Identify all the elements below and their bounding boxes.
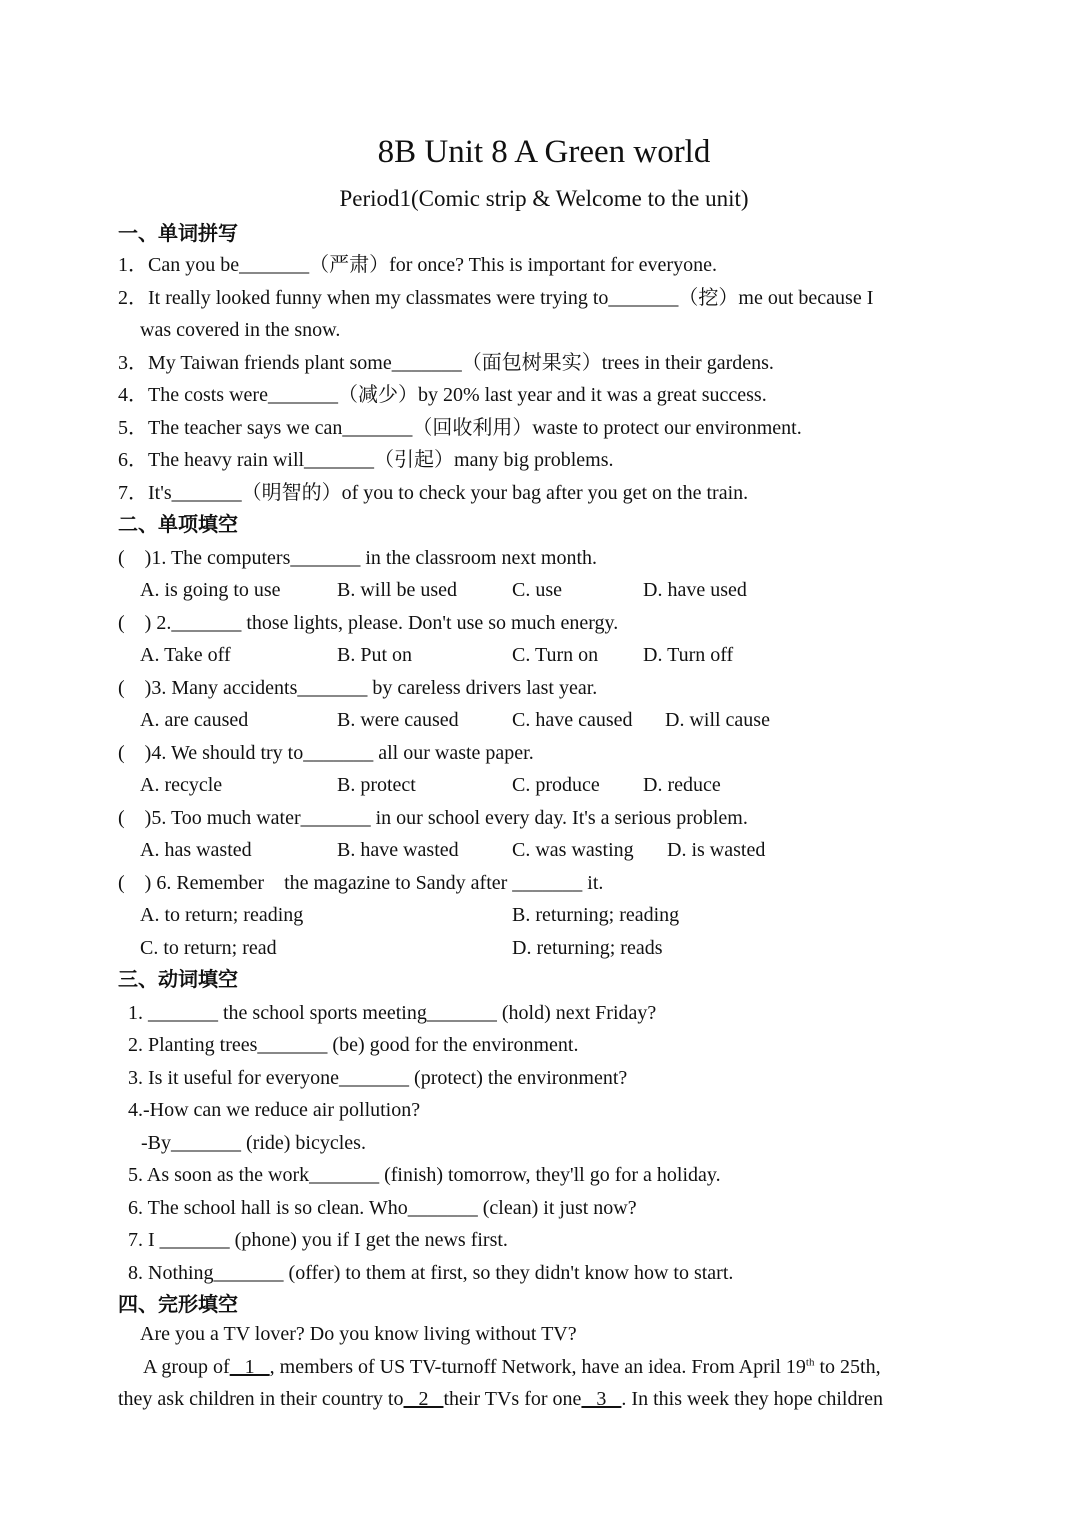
cloze-line: Are you a TV lover? Do you know living without TV? — [140, 1323, 577, 1345]
mc-option: C. Turn on — [512, 644, 599, 666]
mc-option: D. have used — [643, 579, 747, 601]
page-title: 8B Unit 8 A Green world — [377, 134, 711, 170]
section-heading-cloze: 四、完形填空 — [118, 1292, 238, 1316]
mc-option: C. was wasting — [512, 839, 634, 861]
mc-question: ( )4. We should try to_______ all our waste paper. — [118, 742, 534, 764]
mc-option: C. to return; read — [140, 937, 277, 959]
spelling-item: 3．My Taiwan friends plant some_______（面包树果实）trees in their gardens. — [118, 352, 774, 374]
mc-option: B. Put on — [337, 644, 413, 666]
spelling-item-continued: was covered in the snow. — [140, 319, 341, 341]
mc-option: A. is going to use — [140, 579, 281, 601]
mc-option: B. returning; reading — [512, 904, 680, 926]
cloze-blank: 3 — [581, 1388, 622, 1410]
verb-item: 4.-How can we reduce air pollution? — [128, 1099, 421, 1121]
mc-question: ( )5. Too much water_______ in our school every day. It's a serious problem. — [118, 807, 748, 829]
mc-option: B. protect — [337, 774, 416, 796]
mc-option: A. are caused — [140, 709, 249, 731]
section-heading-verb-fill: 三、动词填空 — [118, 967, 238, 991]
verb-item: 1. _______ the school sports meeting_______ (hold) next Friday? — [128, 1002, 657, 1024]
mc-option: A. to return; reading — [140, 904, 304, 926]
cloze-blank: 2 — [403, 1388, 444, 1410]
cloze-line: they ask children in their country to 2 their TVs for one 3 . In this week they hope children — [118, 1388, 884, 1410]
mc-option: A. Take off — [140, 644, 231, 666]
mc-option: A. has wasted — [140, 839, 252, 861]
section-heading-multiple-choice: 二、单项填空 — [118, 512, 238, 536]
cloze-line: A group of 1 , members of US TV-turnoff Network, have an idea. From April 19th to 25th, — [143, 1356, 881, 1378]
section-heading-spelling: 一、单词拼写 — [118, 221, 238, 245]
verb-item: 6. The school hall is so clean. Who_______ (clean) it just now? — [128, 1197, 637, 1219]
mc-question: ( )3. Many accidents_______ by careless drivers last year. — [118, 677, 598, 699]
mc-question: ( ) 6. Remember the magazine to Sandy after _______ it. — [118, 872, 604, 894]
mc-option: B. will be used — [337, 579, 457, 601]
mc-option: D. reduce — [643, 774, 721, 796]
verb-item-answer: -By_______ (ride) bicycles. — [136, 1132, 366, 1154]
mc-question: ( ) 2._______ those lights, please. Don't use so much energy. — [118, 612, 619, 634]
mc-option: C. produce — [512, 774, 600, 796]
mc-option: D. returning; reads — [512, 937, 663, 959]
mc-option: D. will cause — [665, 709, 770, 731]
spelling-item: 1．Can you be_______（严肃）for once? This is important for everyone. — [118, 254, 717, 276]
spelling-item: 6．The heavy rain will_______（引起）many big problems. — [118, 449, 614, 471]
verb-item: 5. As soon as the work_______ (finish) tomorrow, they'll go for a holiday. — [128, 1164, 721, 1186]
mc-option: D. is wasted — [667, 839, 766, 861]
cloze-blank: 1 — [229, 1356, 270, 1378]
page-subtitle: Period1(Comic strip & Welcome to the unit) — [339, 186, 749, 211]
mc-option: B. have wasted — [337, 839, 459, 861]
mc-option: A. recycle — [140, 774, 223, 796]
mc-option: C. have caused — [512, 709, 633, 731]
verb-item: 8. Nothing_______ (offer) to them at first, so they didn't know how to start. — [128, 1262, 734, 1284]
spelling-item: 2．It really looked funny when my classmates were trying to_______（挖）me out because I — [118, 287, 874, 309]
spelling-item: 7．It's_______（明智的）of you to check your bag after you get on the train. — [118, 482, 749, 504]
spelling-item: 5．The teacher says we can_______（回收利用）waste to protect our environment. — [118, 417, 802, 439]
verb-item: 7. I _______ (phone) you if I get the news first. — [128, 1229, 508, 1251]
spelling-item: 4．The costs were_______（减少）by 20% last year and it was a great success. — [118, 384, 767, 406]
mc-option: B. were caused — [337, 709, 459, 731]
verb-item: 2. Planting trees_______ (be) good for the environment. — [128, 1034, 579, 1056]
mc-option: C. use — [512, 579, 562, 601]
mc-question: ( )1. The computers_______ in the classroom next month. — [118, 547, 597, 569]
mc-option: D. Turn off — [643, 644, 734, 666]
verb-item: 3. Is it useful for everyone_______ (protect) the environment? — [128, 1067, 628, 1089]
